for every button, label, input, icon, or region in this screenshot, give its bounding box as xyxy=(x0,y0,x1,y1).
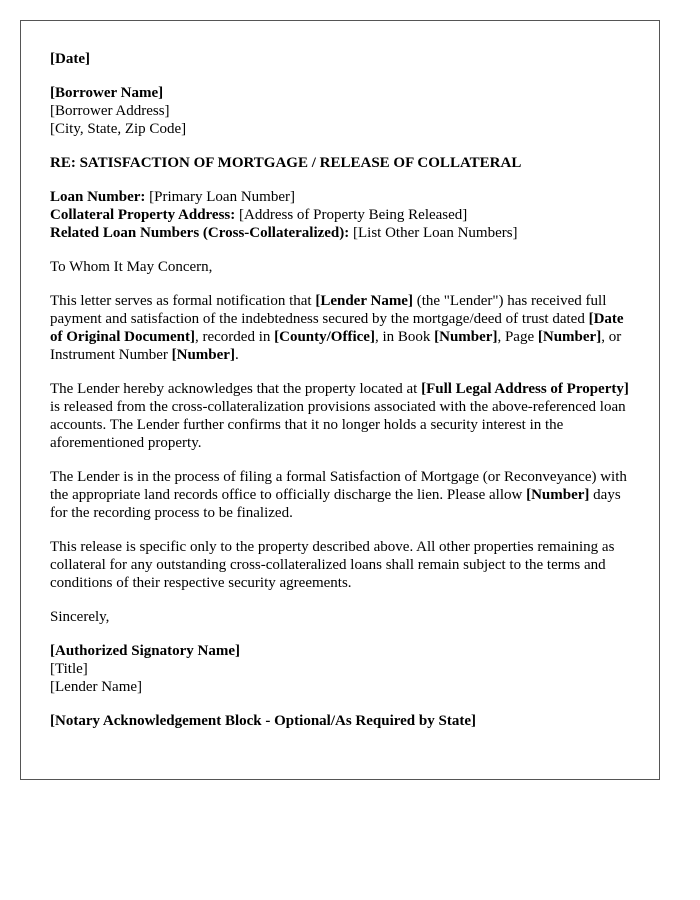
text-segment: The Lender is in the process of filing a formal Satisfaction of Mortgage (or Reconveyance) with the appropriate land records office to officially discharge the lien. Please allow xyxy=(50,469,627,503)
placeholder-field: [Date] xyxy=(50,51,90,67)
signature-block xyxy=(50,642,631,696)
text-segment: [Title] xyxy=(50,661,88,677)
placeholder-field: [Notary Acknowledgement Block - Optional/As Required by State] xyxy=(50,713,476,729)
text-line xyxy=(50,642,631,660)
placeholder-field: Collateral Property Address: xyxy=(50,207,236,223)
text-segment: [Address of Property Being Released] xyxy=(235,207,468,223)
placeholder-field: Related Loan Numbers (Cross-Collateralized): xyxy=(50,225,350,241)
text-line xyxy=(50,292,631,364)
placeholder-field: [Date of Original Document] xyxy=(50,311,624,345)
placeholder-field: [Borrower Name] xyxy=(50,85,164,101)
text-line xyxy=(50,224,631,242)
placeholder-field: Loan Number: xyxy=(50,189,146,205)
placeholder-field: [Authorized Signatory Name] xyxy=(50,643,240,659)
body-paragraph-3 xyxy=(50,468,631,522)
text-line xyxy=(50,380,631,452)
text-line xyxy=(50,50,631,68)
borrower-block xyxy=(50,84,631,138)
placeholder-field: [Lender Name] xyxy=(315,293,413,309)
placeholder-field: [County/Office] xyxy=(274,329,375,345)
text-segment: days for the recording process to be finalized. xyxy=(50,487,621,521)
text-line xyxy=(50,258,631,276)
text-segment: Sincerely, xyxy=(50,609,110,625)
text-segment: The Lender hereby acknowledges that the property located at xyxy=(50,381,422,397)
text-segment: [Primary Loan Number] xyxy=(145,189,295,205)
salutation xyxy=(50,258,631,276)
text-segment: [Borrower Address] xyxy=(50,103,170,119)
text-segment: (the "Lender") has received full payment and satisfaction of the indebtedness secured by the mortgage/deed of trust dated xyxy=(50,293,607,327)
text-line xyxy=(50,660,631,678)
placeholder-field: [Number] xyxy=(526,487,590,503)
placeholder-field: [Full Legal Address of Property] xyxy=(421,381,629,397)
date xyxy=(50,50,631,68)
text-line xyxy=(50,468,631,522)
text-segment: [List Other Loan Numbers] xyxy=(349,225,518,241)
text-line xyxy=(50,678,631,696)
text-segment: , recorded in xyxy=(194,329,275,345)
placeholder-field: RE: SATISFACTION OF MORTGAGE / RELEASE OF COLLATERAL xyxy=(50,155,522,171)
closing xyxy=(50,608,631,626)
text-line xyxy=(50,188,631,206)
text-line xyxy=(50,206,631,224)
text-line xyxy=(50,712,631,730)
text-segment: is released from the cross-collateralization provisions associated with the above-referenced loan accounts. The Lender further confirms that it no longer holds a security interest in the aforementioned property. xyxy=(50,399,626,451)
text-segment: , or Instrument Number xyxy=(50,329,622,363)
body-paragraph-2 xyxy=(50,380,631,452)
subject-line xyxy=(50,154,631,172)
text-segment: [Lender Name] xyxy=(50,679,143,695)
text-segment: This letter serves as formal notification that xyxy=(50,293,316,309)
loan-details xyxy=(50,188,631,242)
text-segment: To Whom It May Concern, xyxy=(50,259,213,275)
text-segment: This release is specific only to the property described above. All other properties remaining as collateral for any outstanding cross-collateralized loans shall remain subject to the terms and conditions of their respective security agreements. xyxy=(50,539,615,591)
placeholder-field: [Number] xyxy=(171,347,235,363)
body-paragraph-1 xyxy=(50,292,631,364)
notary-block xyxy=(50,712,631,730)
text-segment: [City, State, Zip Code] xyxy=(50,121,187,137)
text-line xyxy=(50,538,631,592)
text-segment: . xyxy=(234,347,239,363)
text-line xyxy=(50,84,631,102)
placeholder-field: [Number] xyxy=(537,329,602,345)
text-line xyxy=(50,102,631,120)
body-paragraph-4 xyxy=(50,538,631,592)
text-line xyxy=(50,120,631,138)
placeholder-field: [Number] xyxy=(434,329,498,345)
text-segment: , Page xyxy=(497,329,538,345)
text-line xyxy=(50,154,631,172)
text-segment: , in Book xyxy=(374,329,435,345)
letter-page xyxy=(20,20,660,780)
text-line xyxy=(50,608,631,626)
